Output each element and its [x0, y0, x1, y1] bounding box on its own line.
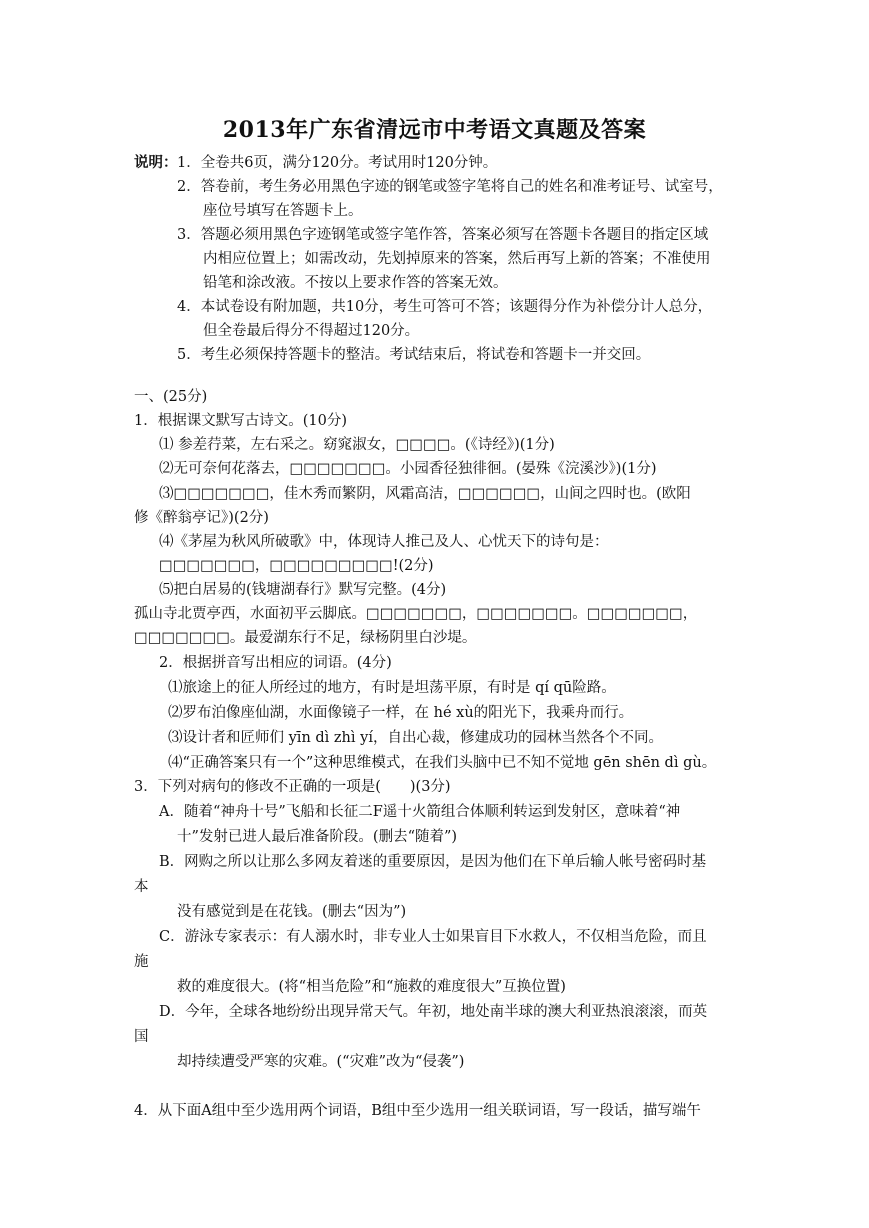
question-1-poem-line-2: □□□□□□□。最爱湖东行不足，绿杨阴里白沙堤。	[134, 630, 477, 646]
question-1-part-3: ⑶□□□□□□□，佳木秀而繁阴，风霜高洁，□□□□□□，山间之四时也。(欧阳	[159, 486, 691, 502]
instruction-4: 4．本试卷设有附加题，共10分，考生可答可不答；该题得分作为补偿分计人总分，	[177, 299, 713, 315]
question-3-option-a-cont: 十”发射已进人最后准备阶段。(删去“随着”)	[177, 829, 458, 845]
question-4-stem: 4．从下面A组中至少选用两个词语，B组中至少选用一组关联词语，写一段话，描写端午	[134, 1103, 701, 1119]
instruction-3-cont-1: 内相应位置上；如需改动，先划掉原来的答案，然后再写上新的答案；不准使用	[203, 251, 711, 267]
instruction-5: 5．考生必须保持答题卡的整洁。考试结束后，将试卷和答题卡一并交回。	[177, 347, 651, 363]
question-2-stem: 2．根据拼音写出相应的词语。(4分)	[159, 655, 392, 671]
question-3-option-c-cont: 救的难度很大。(将“相当危险”和“施救的难度很大”互换位置)	[177, 979, 566, 995]
question-1-part-5: ⑸把白居易的(钱塘湖春行》默写完整。(4分)	[159, 582, 447, 598]
question-3-option-b-cont: 没有感觉到是在花钱。(删去“因为”)	[177, 904, 407, 920]
question-2-part-3: ⑶设计者和匠师们 yīn dì zhì yí，自出心裁，修建成功的园林当然各个不同。	[168, 730, 663, 746]
question-1-part-3-cont: 修《醉翁亭记》)(2分)	[134, 510, 269, 526]
instruction-3: 3．答题必须用黑色字迹钢笔或签字笔作答，答案必须写在答题卡各题目的指定区域	[177, 227, 709, 243]
question-1-part-4: ⑷《茅屋为秋风所破歌》中，体现诗人推己及人、心忧天下的诗句是：	[159, 534, 609, 550]
question-3-option-d-cont: 却持续遭受严寒的灾难。(“灾难”改为“侵袭”)	[177, 1054, 465, 1070]
question-3-option-b-wrap: 本	[134, 879, 149, 895]
instructions-label: 说明：	[134, 154, 178, 171]
instruction-2: 2．答卷前，考生务必用黑色字迹的钢笔或签字笔将自己的姓名和准考证号、试室号，	[177, 179, 723, 195]
question-1-part-4-cont: □□□□□□□，□□□□□□□□□!(2分)	[159, 558, 434, 574]
instruction-2-cont: 座位号填写在答题卡上。	[203, 203, 363, 219]
question-1-stem: 1．根据课文默写古诗文。(10分)	[134, 413, 347, 429]
question-2-part-4: ⑷“正确答案只有一个”这种思维模式，在我们头脑中已不知不觉地 gēn shēn dì gù。	[168, 755, 717, 771]
question-2-part-2: ⑵罗布泊像座仙湖，水面像镜子一样，在 hé xù的阳光下，我乘舟而行。	[168, 705, 634, 721]
instruction-1: 1．全卷共6页，满分120分。考试用时120分钟。	[177, 155, 498, 171]
question-3-option-a: A．随着“神舟十号”飞船和长征二F遥十火箭组合体顺利转运到发射区，意味着“神	[159, 804, 681, 820]
question-1-poem-line-1: 孤山寺北贾亭西，水面初平云脚底。□□□□□□□，□□□□□□□。□□□□□□□，	[134, 606, 698, 622]
question-3-option-c: C．游泳专家表示：有人溺水时，非专业人士如果盲目下水救人，不仅相当危险，而且	[159, 929, 707, 945]
page-title: 2013年广东省清远市中考语文真题及答案	[222, 117, 647, 143]
question-1-part-1: ⑴ 参差荇菜，左右采之。窈窕淑女，□□□□。(《诗经》)(1分)	[159, 437, 555, 453]
question-3-option-c-wrap: 施	[134, 954, 149, 970]
question-3-stem: 3．下列对病句的修改不正确的一项是( )(3分)	[134, 779, 451, 795]
question-3-option-d: D．今年，全球各地纷纷出现异常天气。年初，地处南半球的澳大利亚热浪滚滚，而英	[159, 1004, 708, 1020]
section-heading: 一、(25分)	[134, 389, 208, 405]
instruction-3-cont-2: 铅笔和涂改液。不按以上要求作答的答案无效。	[203, 275, 508, 291]
question-3-option-b: B．网购之所以让那么多网友着迷的重要原因，是因为他们在下单后输人帐号密码时基	[159, 854, 707, 870]
question-2-part-1: ⑴旅途上的征人所经过的地方，有时是坦荡平原，有时是 qí qū险路。	[168, 680, 616, 696]
question-3-option-d-wrap: 国	[134, 1029, 149, 1045]
question-1-part-2: ⑵无可奈何花落去，□□□□□□□。小园香径独徘徊。(晏殊《浣溪沙》)(1分)	[159, 461, 657, 477]
instruction-4-cont: 但全卷最后得分不得超过120分。	[203, 323, 420, 339]
